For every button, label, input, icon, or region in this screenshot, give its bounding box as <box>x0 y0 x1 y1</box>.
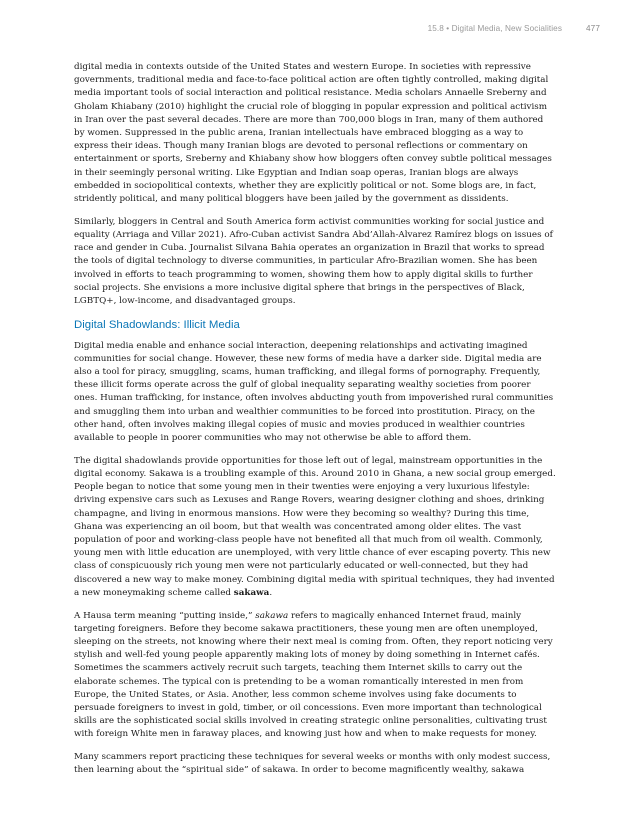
paragraph-text-end: . <box>269 587 273 598</box>
page-number: 477 <box>586 24 600 33</box>
paragraph-iran-blogging: digital media in contexts outside of the United States and western Europe. In societies with repressive governments, traditional media and face-to-face political action are often tightly controlled, making digital media important tools of social interaction and political resistance. Media scholars Annaelle Sreberny and Gholam Khiabany (2010) highlight the crucial role of blogging in popular expression and political activism in Iran over the past several decades. There are more than 700,000 blogs in Iran, many of them authored by women. Suppressed in the public arena, Iranian intellectuals have embraced blogging as a way to express their ideas. Though many Iranian blogs are devoted to personal reflections or commentary on entertainment or sports, Sreberny and Khiabany show how bloggers often convey subtle political messages in their seemingly personal writing. Like Egyptian and Indian soap operas, Iranian blogs are always embedded in sociopolitical contexts, whether they are explicitly political or not. Some blogs are, in fact, stridently political, and many political bloggers have been jailed by the government as dissidents. <box>74 62 552 205</box>
running-header <box>428 24 600 33</box>
key-term: sakawa <box>233 587 270 598</box>
paragraph-sakawa-definition <box>74 610 556 742</box>
page-body <box>74 61 556 787</box>
paragraph-text: The digital shadowlands provide opportunities for those left out of legal, mainstream opportunities in the digital economy. Sakawa is a troubling example of this. Around 2010 in Ghana, a new social group emerged. People began to notice that some young men in their twenties were enjoying a very luxurious lifestyle: driving expensive cars such as Lexuses and Range Rovers, wearing designer clothing and shoes, drinking champagne, and living in enormous mansions. How were they becoming so wealthy? During this time, Ghana was experiencing an oil boom, but that wealth was concentrated among older elites. The vast population of poor and working-class people have not benefited all that much from oil wealth. Commonly, young men with little education are unemployed, with very little chance of ever escaping poverty. This new class of conspicuously rich young men were not particularly educated or well-connected, but they had discovered a new way to make money. Combining digital media with spiritual techniques, they had invented a new moneymaking scheme called <box>74 455 556 598</box>
paragraph-illicit-media: Digital media enable and enhance social interaction, deepening relationships and activating imagined communities for social change. However, these new forms of media have a darker side. Digital media are also a tool for piracy, smuggling, scams, human trafficking, and illegal forms of pornography. Frequently, these illicit forms operate across the gulf of global inequality separating wealthy societies from poorer ones. Human trafficking, for instance, often involves abducting youth from impoverished rural communities and smuggling them into urban and wealthier communities to be forced into prostitution. Piracy, on the other hand, often involves making illegal copies of music and movies produced in wealthier countries available to people in poorer communities who may not otherwise be able to afford them. <box>74 340 554 444</box>
paragraph-text-rest: refers to magically enhanced Internet fraud, mainly targeting foreigners. Before they become sakawa practitioners, these young men are often unemployed, sleeping on the streets, not knowing where their next meal is coming from. Often, they report noticing very stylish and well-fed young people apparently making lots of money by doing something in Internet cafés. Sometimes the scammers actively recruit such targets, teaching them Internet skills to carry out the elaborate schemes. The typical con is pretending to be a woman romantically interested in men from Europe, the United States, or Asia. Another, less common scheme involves using fake documents to persuade foreigners to invest in gold, timber, or oil concessions. Even more important than technological skills are the sophisticated social skills involved in creating strategic online personalities, cultivating trust with foreign White men in faraway places, and knowing just how and when to make requests for money. <box>74 610 553 740</box>
paragraph-spiritual-side: Many scammers report practicing these techniques for several weeks or months with only modest success, then learning about the “spiritual side” of sakawa. In order to become magnificently wealthy, sakawa <box>74 752 551 776</box>
section-heading: Digital Shadowlands: Illicit Media <box>74 318 240 331</box>
paragraph-latin-america-bloggers: Similarly, bloggers in Central and South America form activist communities working for social justice and equality (Arriaga and Villar 2021). Afro-Cuban activist Sandra Abd’Allah-Alvarez Ramírez blogs on issues of race and gender in Cuba. Journalist Silvana Bahia operates an organization in Brazil that works to spread the tools of digital technology to diverse communities, in particular Afro-Brazilian women. She has been involved in efforts to teach programming to women, showing them how to apply digital skills to further social projects. She envisions a more inclusive digital sphere that brings in the perspectives of Black, LGBTQ+, low-income, and disadvantaged groups. <box>74 216 553 306</box>
italic-term: sakawa <box>255 610 289 621</box>
section-title: 15.8 • Digital Media, New Socialities <box>427 24 563 33</box>
paragraph-sakawa-intro <box>74 455 556 600</box>
paragraph-text-start: A Hausa term meaning “putting inside,” <box>74 610 256 621</box>
